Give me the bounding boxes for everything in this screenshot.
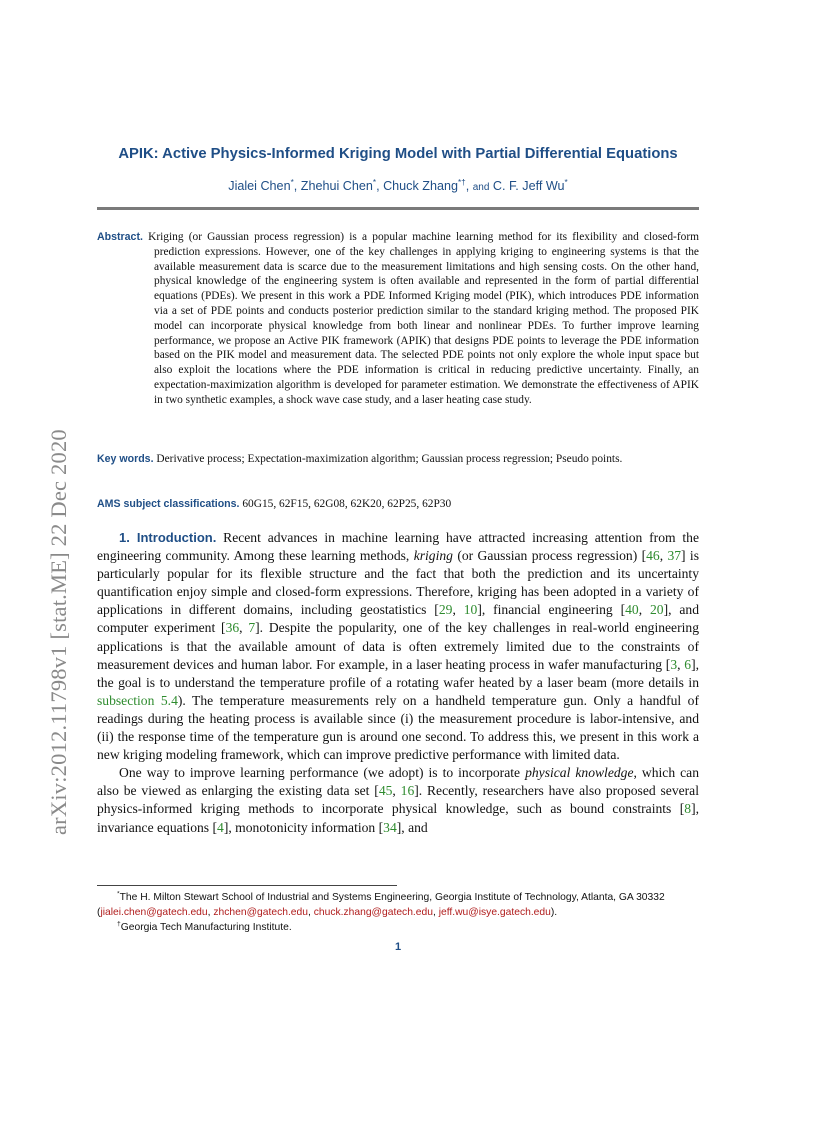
email-link[interactable]: jeff.wu@isye.gatech.edu: [438, 907, 551, 919]
footnote-mark: †: [117, 920, 121, 928]
footnote-divider: [97, 885, 397, 886]
author-affiliation-mark: *: [372, 177, 377, 187]
author-list: Jialei Chen*, Zhehui Chen*, Chuck Zhang*†, and C. F. Jeff Wu*: [228, 177, 568, 193]
author-name: Zhehui Chen: [300, 179, 373, 193]
page-number: 1: [394, 941, 402, 953]
emphasis: kriging: [413, 548, 453, 564]
subsection-link[interactable]: subsection 5.4: [97, 692, 178, 708]
title-divider: [97, 207, 699, 210]
arxiv-identifier-text: arXiv:2012.11798v1 [stat.ME] 22 Dec 2020: [46, 429, 71, 835]
citation-link[interactable]: 20: [649, 602, 664, 618]
author-name: C. F. Jeff Wu: [492, 179, 565, 193]
footnote-institute: †Georgia Tech Manufacturing Institute.: [117, 920, 292, 934]
footnote-mark: *: [117, 890, 120, 898]
ams-classifications: [97, 497, 699, 512]
section-heading: 1. Introduction.: [119, 530, 217, 545]
citation-link[interactable]: 45: [378, 783, 393, 799]
author-name: Jialei Chen: [228, 179, 291, 193]
author-conjunction: and: [472, 182, 490, 193]
citation-link[interactable]: 16: [400, 783, 415, 799]
ams-text: 60G15, 62F15, 62G08, 62K20, 62P25, 62P30: [242, 498, 452, 510]
footnote-affiliation: *The H. Milton Stewart School of Industrial and Systems Engineering, Georgia Institute of Technology, Atlanta, GA 30332 (jialei.chen@gatech.edu, zhchen@gatech.edu, chuck.zhang@gatech.edu, jeff.wu@isye.gatech.edu).: [97, 890, 665, 919]
abstract-label: Abstract.: [97, 231, 143, 243]
citation-link[interactable]: 29: [438, 602, 453, 618]
author-name: Chuck Zhang: [383, 179, 458, 193]
citation-link[interactable]: 6: [684, 656, 692, 672]
citation-link[interactable]: 37: [667, 548, 682, 564]
keywords: [97, 452, 699, 467]
author-affiliation-mark: *†: [457, 177, 466, 187]
author-affiliation-mark: *: [290, 177, 294, 187]
email-link[interactable]: zhchen@gatech.edu: [213, 907, 308, 919]
citation-link[interactable]: 4: [217, 819, 224, 835]
intro-paragraph-2: One way to improve learning performance (we adopt) is to incorporate physical knowledge, which can also be viewed as enlarging the existing data set [45, 16]. Recently, researchers have also proposed several physics-informed kriging methods to incorporate physical knowledge, such as bound constraints [8], invariance equations [4], monotonicity information [34], and: [97, 765, 699, 835]
keywords-text: Derivative process; Expectation-maximization algorithm; Gaussian process regression; Pseudo points.: [156, 453, 623, 465]
intro-paragraph-1: 1. Introduction. Recent advances in machine learning have attracted increasing attention from the engineering community. Among these learning methods, kriging (or Gaussian process regression) [46, 37] is particularly popular for its flexible structure and the fact that both the prediction and its uncertainty quantification enjoy simple and closed-form expressions. Therefore, kriging has been adopted in a variety of applications in different domains, including geostatistics [29, 10], financial engineering [40, 20], and computer experiment [36, 7]. Despite the popularity, one of the key challenges in real-world engineering applications is that the available amount of data is often extremely limited due to the constraints of measurement devices and human labor. For example, in a laser heating process in wafer manufacturing [3, 6], the goal is to understand the temperature profile of a rotating wafer heated by a laser beam (more details in subsection 5.4). The temperature measurements rely on a handheld temperature gun. Only a handful of readings during the heating process is available since (i) the measurement procedure is labor-intensive, and (ii) the response time of the temperature gun is around one second. To address this, we present in this work a new kriging modeling framework, which can improve predictive performance with limited data.: [97, 530, 700, 763]
citation-link[interactable]: 34: [383, 819, 397, 835]
footnotes: [97, 890, 699, 936]
citation-link[interactable]: 40: [625, 602, 639, 618]
email-link[interactable]: jialei.chen@gatech.edu: [100, 907, 208, 919]
keywords-label: Key words.: [97, 453, 154, 465]
paper-title: APIK: Active Physics-Informed Kriging Model with Partial Differential Equations: [118, 146, 678, 162]
citation-link[interactable]: 7: [248, 620, 256, 636]
emphasis: physical knowledge: [525, 765, 634, 781]
abstract: [97, 230, 699, 408]
arxiv-identifier: [20, 345, 71, 835]
body-text: [97, 529, 699, 837]
citation-link[interactable]: 8: [684, 801, 692, 817]
email-link[interactable]: chuck.zhang@gatech.edu: [313, 907, 433, 919]
citation-link[interactable]: 10: [463, 602, 478, 618]
abstract-text: Kriging (or Gaussian process regression) is a popular machine learning method for its flexibility and closed-form prediction expressions. However, one of the key challenges in applying kriging to engineering systems is that the available measurement data is scarce due to the measurement limitations and high sensing costs. On the other hand, physical knowledge of the engineering system is often available and represented in the form of partial differential equations (PDEs). We present in this work a PDE Informed Kriging model (PIK), which introduces PDE information via a set of PDE points and conducts posterior prediction similar to the standard kriging method. The proposed PIK model can incorporate physical knowledge from both linear and nonlinear PDEs. To further improve learning performance, we propose an Active PIK framework (APIK) that designs PDE points to leverage the PDE information based on the PIK model and measurement data. The selected PDE points not only explore the whole input space but also exploit the locations where the PDE information is critical in reducing predictive uncertainty. Finally, an expectation-maximization algorithm is developed for parameter estimation. We demonstrate the effectiveness of APIK in two synthetic examples, a shock wave case study, and a laser heating case study.: [148, 231, 699, 406]
citation-link[interactable]: 36: [225, 620, 240, 636]
citation-link[interactable]: 3: [670, 656, 678, 672]
ams-label: AMS subject classifications.: [97, 498, 240, 510]
citation-link[interactable]: 46: [646, 548, 660, 564]
author-affiliation-mark: *: [564, 177, 568, 187]
